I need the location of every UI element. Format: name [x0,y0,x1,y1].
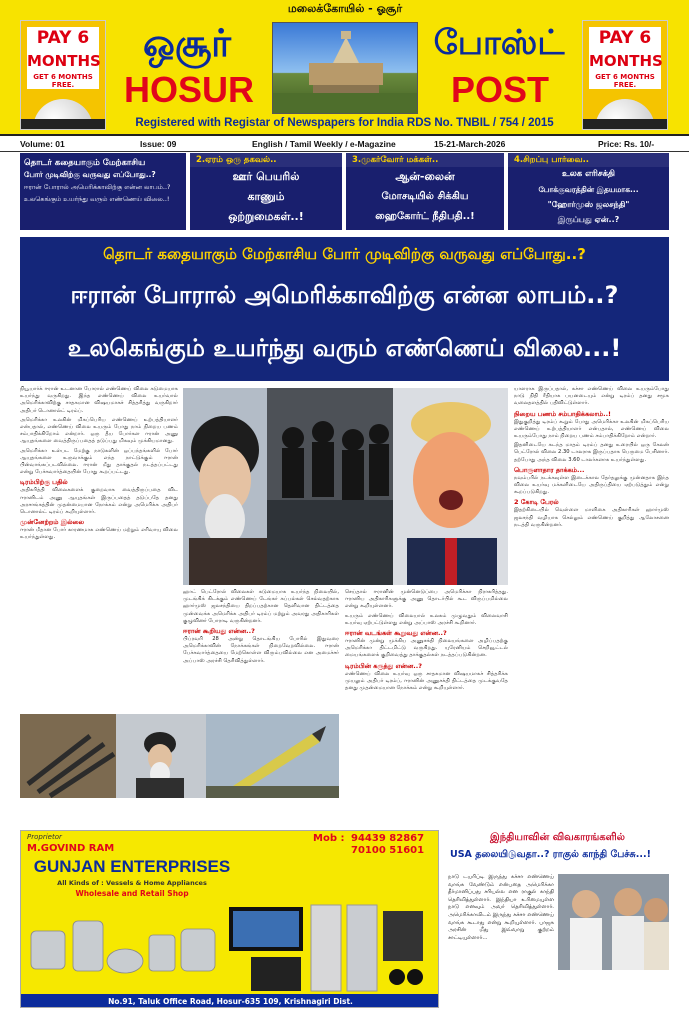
subhead: முன்னேற்றம் இல்லை [20,518,85,527]
title-tamil-right: போஸ்ட் [433,23,565,63]
temple-illustration [273,23,418,114]
price-label: Price: Rs. 10/- [598,139,655,149]
leaders-illustration [183,388,508,585]
headline-kicker: தொடர் கதையாகும் மேற்காசிய போர் முடிவிற்கு வருவது எப்போது..? [103,245,586,263]
ad-line2: MONTHS [589,50,661,73]
rahul-illustration [558,874,669,970]
teaser-line: காணும் [247,190,285,203]
teaser-line: "ஹோர்முஸ் ஜலசந்தி" [547,200,630,209]
left-side-ad[interactable] [20,20,106,130]
info-bar [0,138,689,152]
missiles-illustration [20,714,339,798]
ad-mobile-label: Mob : [313,833,345,844]
paragraph: அமெரிக்கா உலகின் மிகப்பெரிய எண்ணெய் உற்பத்தியாளர் என்பதால், எண்ணெய் விலை உயரும் போது நாம் நிறைய பணம் சம்பாதிக்கிறோம் என்றார். ஒரு தீய போர்கள ஈரான் அணு ஆயுதங்களை வைத்திருப்பதைத் தடுப்பது மிகவும் முக்கியமானது. [20,416,178,445]
article-col2 [183,589,339,711]
headline-line2: உலகெங்கும் உயர்ந்து வரும் எண்ணெய் விலை...! [67,334,622,362]
date-label: 15-21-March-2026 [434,139,506,149]
teaser-4[interactable] [508,153,669,230]
article-col4 [514,386,669,798]
leaders-photo [183,388,508,585]
ad-line1: PAY 6 [27,27,99,50]
volume-label: Volume: 01 [20,139,65,149]
headline-line1: ஈரான் போரால் அமெரிக்காவிற்கு என்ன லாபம்..? [70,281,619,309]
teaser-2[interactable] [190,153,342,230]
teaser-tag: 3.முகர்வோர் மக்கள்.. [346,153,504,167]
ad-company: GUNJAN ENTERPRISES [33,857,231,876]
article-col3 [345,589,508,799]
paragraph: பிப்ரவரி 28 அன்று தொடங்கிய போரில் இதுவரை அமெரிக்காவின் நோக்கங்கள் நிறைவேறவில்லை. ஈரான் பேச்சுவார்த்தையை மேற்கொள்ள விரும்பவில்லை என அமைச்சர் அப்பாஸ் அரச்சி தெரிவித்துள்ளார். [183,636,339,664]
teaser-line: இருப்பது ஏன்..? [557,215,620,224]
side-story [446,830,669,1008]
teaser-line: ஊர் பெயரில் [232,170,300,183]
subhead: ஈரான் கூறியது என்ன..? [183,627,255,636]
paragraph: ஈரான் மீதான போர் காரணமாக எண்ணெய் மற்றும் எரிவாயு விலை உயர்ந்துள்ளது. [20,527,178,541]
title-tamil-left: ஒசூர் [142,21,232,65]
subhead: நிறைய பணம் சம்பாதிக்கலாம்..! [514,409,612,418]
side-story-title: USA தலையிடுவதா..? ராகுல் காந்தி பேச்சு...! [450,849,651,860]
ad-line1: PAY 6 [589,27,661,50]
paragraph: அதிகரித்தி விலைகளைக் குறைவாக வைத்திருப்பதை விட ஈரானிடம் அணு ஆயுதங்கள் இருப்பதைத் தடுப்பதே தனது அரசாங்கத்தின் முதன்மையான நோக்கம் என்று அமெரிக்க அதிபர் டொனால்ட் டிரம்ப் கூறியுள்ளார். [20,487,178,516]
subhead: பொருளாதார தாக்கம்... [514,465,585,474]
subhead: ஈரான் வடங்கள் கூறுவது என்ன..? [345,629,447,638]
teaser-line: ஈரான் போரால் அமெரிக்காவிற்கு என்ன லாபம்..? [24,183,171,191]
teaser-line: ஆன்-லைன் [395,170,455,183]
teaser-line: போக்குவரத்தின் இதயமாக... [538,185,639,194]
paragraph: யாளராக இருப்பதால், கச்சா எண்ணெய் விலை உயரும்போது நாடு நிதி ரீதியாக பயனடையும் என்று டிரம்ப் தனது சமூக வலைதளத்தில் பதிவிட்டுள்ளார். [514,386,669,407]
title-en-left: HOSUR [123,69,254,110]
appliances-illustration [21,901,439,993]
masthead-top-label: மலைக்கோயில் - ஓசூர் [287,2,403,15]
paragraph: அமெரிக்கா உள்பட மேற்கு நாடுகளின் ஒப்பந்தங்களில் போர் ஆயுதங்களை உருவாக்கும் எந்த நாட்டுக்கும் ஈரான் பின்வாங்கப்படவில்லை. ஈரான் மீது தாக்குதல் நடத்தப்பட்டது என்று பேச்சுவார்த்தையின் போது கூறப்பட்டது. [20,447,178,476]
paragraph: நவம்பரில் நடக்கவுள்ள இடைக்கால தேர்தலுக்கு முன்னதாக இந்த விலை உயர்வு மக்களிடையே அதிருப்தியை ஏற்படுத்தும் என்று கூறப்படுகிறது. [514,474,669,496]
teaser-line: மோசடியில் சிக்கிய [381,191,469,202]
ad-proprietor-name: M.GOVIND RAM [27,843,115,854]
missiles-photo [20,714,339,798]
ad-proprietor-label: Proprietor [27,833,62,841]
title-en-right: POST [450,69,549,110]
ad-address: No.91, Taluk Office Road, Hosur-635 109, Krishnagiri Dist. [21,994,439,1008]
right-side-ad[interactable] [582,20,668,130]
side-story-header: இந்தியாவின் விவகாரங்களில் [490,832,625,843]
teaser-tag: 4.சிறப்பு பார்வை.. [508,153,669,167]
ad-tagline2: Wholesale and Retail Shop [75,889,189,898]
ad-line3: GET 6 MONTHS FREE. [27,73,99,89]
ad-tagline: All Kinds of : Vessels & Home Appliances [57,879,207,887]
teaser-line: ஒற்றுமைகள்..! [228,210,304,223]
paragraph: உயரும் எண்ணெய் விலையால் உலகம் முழுவதும் விலைவாசி உயர்வு ஏற்பட்டுள்ளது என்று அப்பாஸ் அரச்சி கூறினார். [345,612,508,626]
teaser-line: உலக எரிசக்தி [561,169,616,179]
teaser-tag: 2.ஏரம் ஒரு தகவல்.. [190,153,342,167]
teaser-1[interactable] [20,153,186,230]
subhead: டிரம்பிற்கு பதில் [20,478,68,487]
ad-line2: MONTHS [27,50,99,73]
headline-block [20,237,669,381]
paragraph: செய்தால் ஈரானின் முன்னெடுப்பை அமெரிக்கா நிராகரித்தது. ஈரானிய அதிகாரிகளுக்கு அணு தொடர்பில் கூட விருப்பமில்லை என்று கூறியுள்ளனர். [345,589,508,610]
edition-label: English / Tamil Weekly / e-Magazine [252,139,396,149]
masthead [0,0,689,136]
rahul-photo [558,874,669,970]
paragraph: ஹாட் பெட்ரோல் விலைகள் கடுமையாக உயர்ந்த நிலையில், முடங்கிக் கிடக்கும் எண்ணெய் டேங்கர் கப்பல்கள் செல்வதற்காக ஹார்முஸ் ஜலசந்தியை திறப்பதற்கான தெளிவான திட்டத்தை முன்வைக்க அமெரிக்க அதிபர் டிரம்ப் மற்றும் அவரது அதிகாரிகள் குழுவினர் போராடி வருகின்றனர். [183,589,339,624]
teaser-line: போர் முடிவிற்கு வருவது எப்போது..? [24,170,156,179]
side-story-body: நாடு டயரிப்டி இருந்து கச்சா எண்ணெய் வாங்க வேண்டும் என்பதை அமெரிக்கா தீர்மானிப்பது சரியல்ல என ராகுல் காந்தி தெரிவித்துள்ளார். இந்தியா உரிமையுள்ள நாடு எனவும் அவர் தெரிவித்துள்ளார். அமெரிக்காவிடம் இருந்து கச்சா எண்ணெய் வாங்க கூடாது என்று கூறியுள்ளார். பாஜக அரசின் மீது இவ்வாறு குற்றம் சாட்டியுள்ளார்... [448,874,554,941]
paragraph: ஈரானின் முன்று முக்கிய அணுசக்தி நிலையங்களை அழிப்பதற்கு அமெரிக்கா திட்டமிட்டு வருகிறது. யுரேனியம் செறிவூட்டல் மையங்களைக் குறிவைத்து தாக்குதல்கள் நடத்தப்படுகின்றன. [345,638,508,659]
teaser-line: தொடர் கதையாகும் மேற்காசிய [24,158,146,168]
paragraph: எண்ணெய் விலை உயர்வு ஒரு சாதகமான விஷயமாகச் சித்தரிக்க முயலும் அதிபர் டிரம்ப், ஈரானின் அணுசக்தி திட்டத்தை முடக்குவதே தனது முதன்மையான நோக்கம் என்று கூறியுள்ளார். [345,670,508,692]
gunjan-ad[interactable] [20,830,439,1008]
teaser-line: உலகெங்கும் உயர்ந்து வரும் எண்ணெய் விலை..! [24,195,170,203]
paragraph: இதுகுறித்து டிரம்ப் கூறும் போது அமெரிக்கா உலகின் மிகப்பெரிய எண்ணெய் உற்பத்தியாளர் என்பதால், எண்ணெய் விலை உயரும்போது நாம் நிறைய பணம் சம்பாதிக்கிறோம் என்றார். [514,418,669,440]
ad-mobile1: 94439 82867 [351,833,425,844]
ad-mobile2: 70100 51601 [351,845,425,856]
ad-line3: GET 6 MONTHS FREE. [589,73,661,89]
paragraph: இதற்கிடையில் வெள்ளை மாளிகை அதிகாரிகள் ஹார்முஸ் ஜலசந்தி வழியாக செல்லும் எண்ணெய் குறித்து ஆலோசனை நடத்தி வருகின்றனர். [514,507,669,528]
subhead: டிரம்பின் கருத்து என்ன..? [345,661,422,670]
registration-line: Registered with Registar of Newspapers for India RDS No. TNBIL / 754 / 2015 [135,117,554,129]
issue-label: Issue: 09 [140,139,177,149]
teaser-line: ஹைகோர்ட் நீதிபதி..! [375,211,475,222]
teaser-3[interactable] [346,153,504,230]
subhead: 2 கோடி பேரல் [514,498,559,507]
paragraph: இதனிடையே கடந்த மாதம் டிரம்ப் தனது உரையில் ஒரு கேலன் பெட்ரோல் விலை 2.30 டாலராக இருப்பதாக பெருமை பேசினார். தற்போது அந்த விலை 3.60 டாலர்களாக உயர்ந்துள்ளது. [514,442,669,463]
paragraph: நியூயார்க் ஈரான் உடனான போரால் எண்ணெய் விலை கடுமையாக உயர்ந்து வருகிறது. இந்த எண்ணெய் விலை உயர்வால் அமெரிக்காவிற்கு சாதகமான விஷயமாகச் சித்தரித்து வருகிறார் அதிபர் டொனால்ட் டிரம்ப். [20,386,178,414]
temple-photo [272,22,418,114]
